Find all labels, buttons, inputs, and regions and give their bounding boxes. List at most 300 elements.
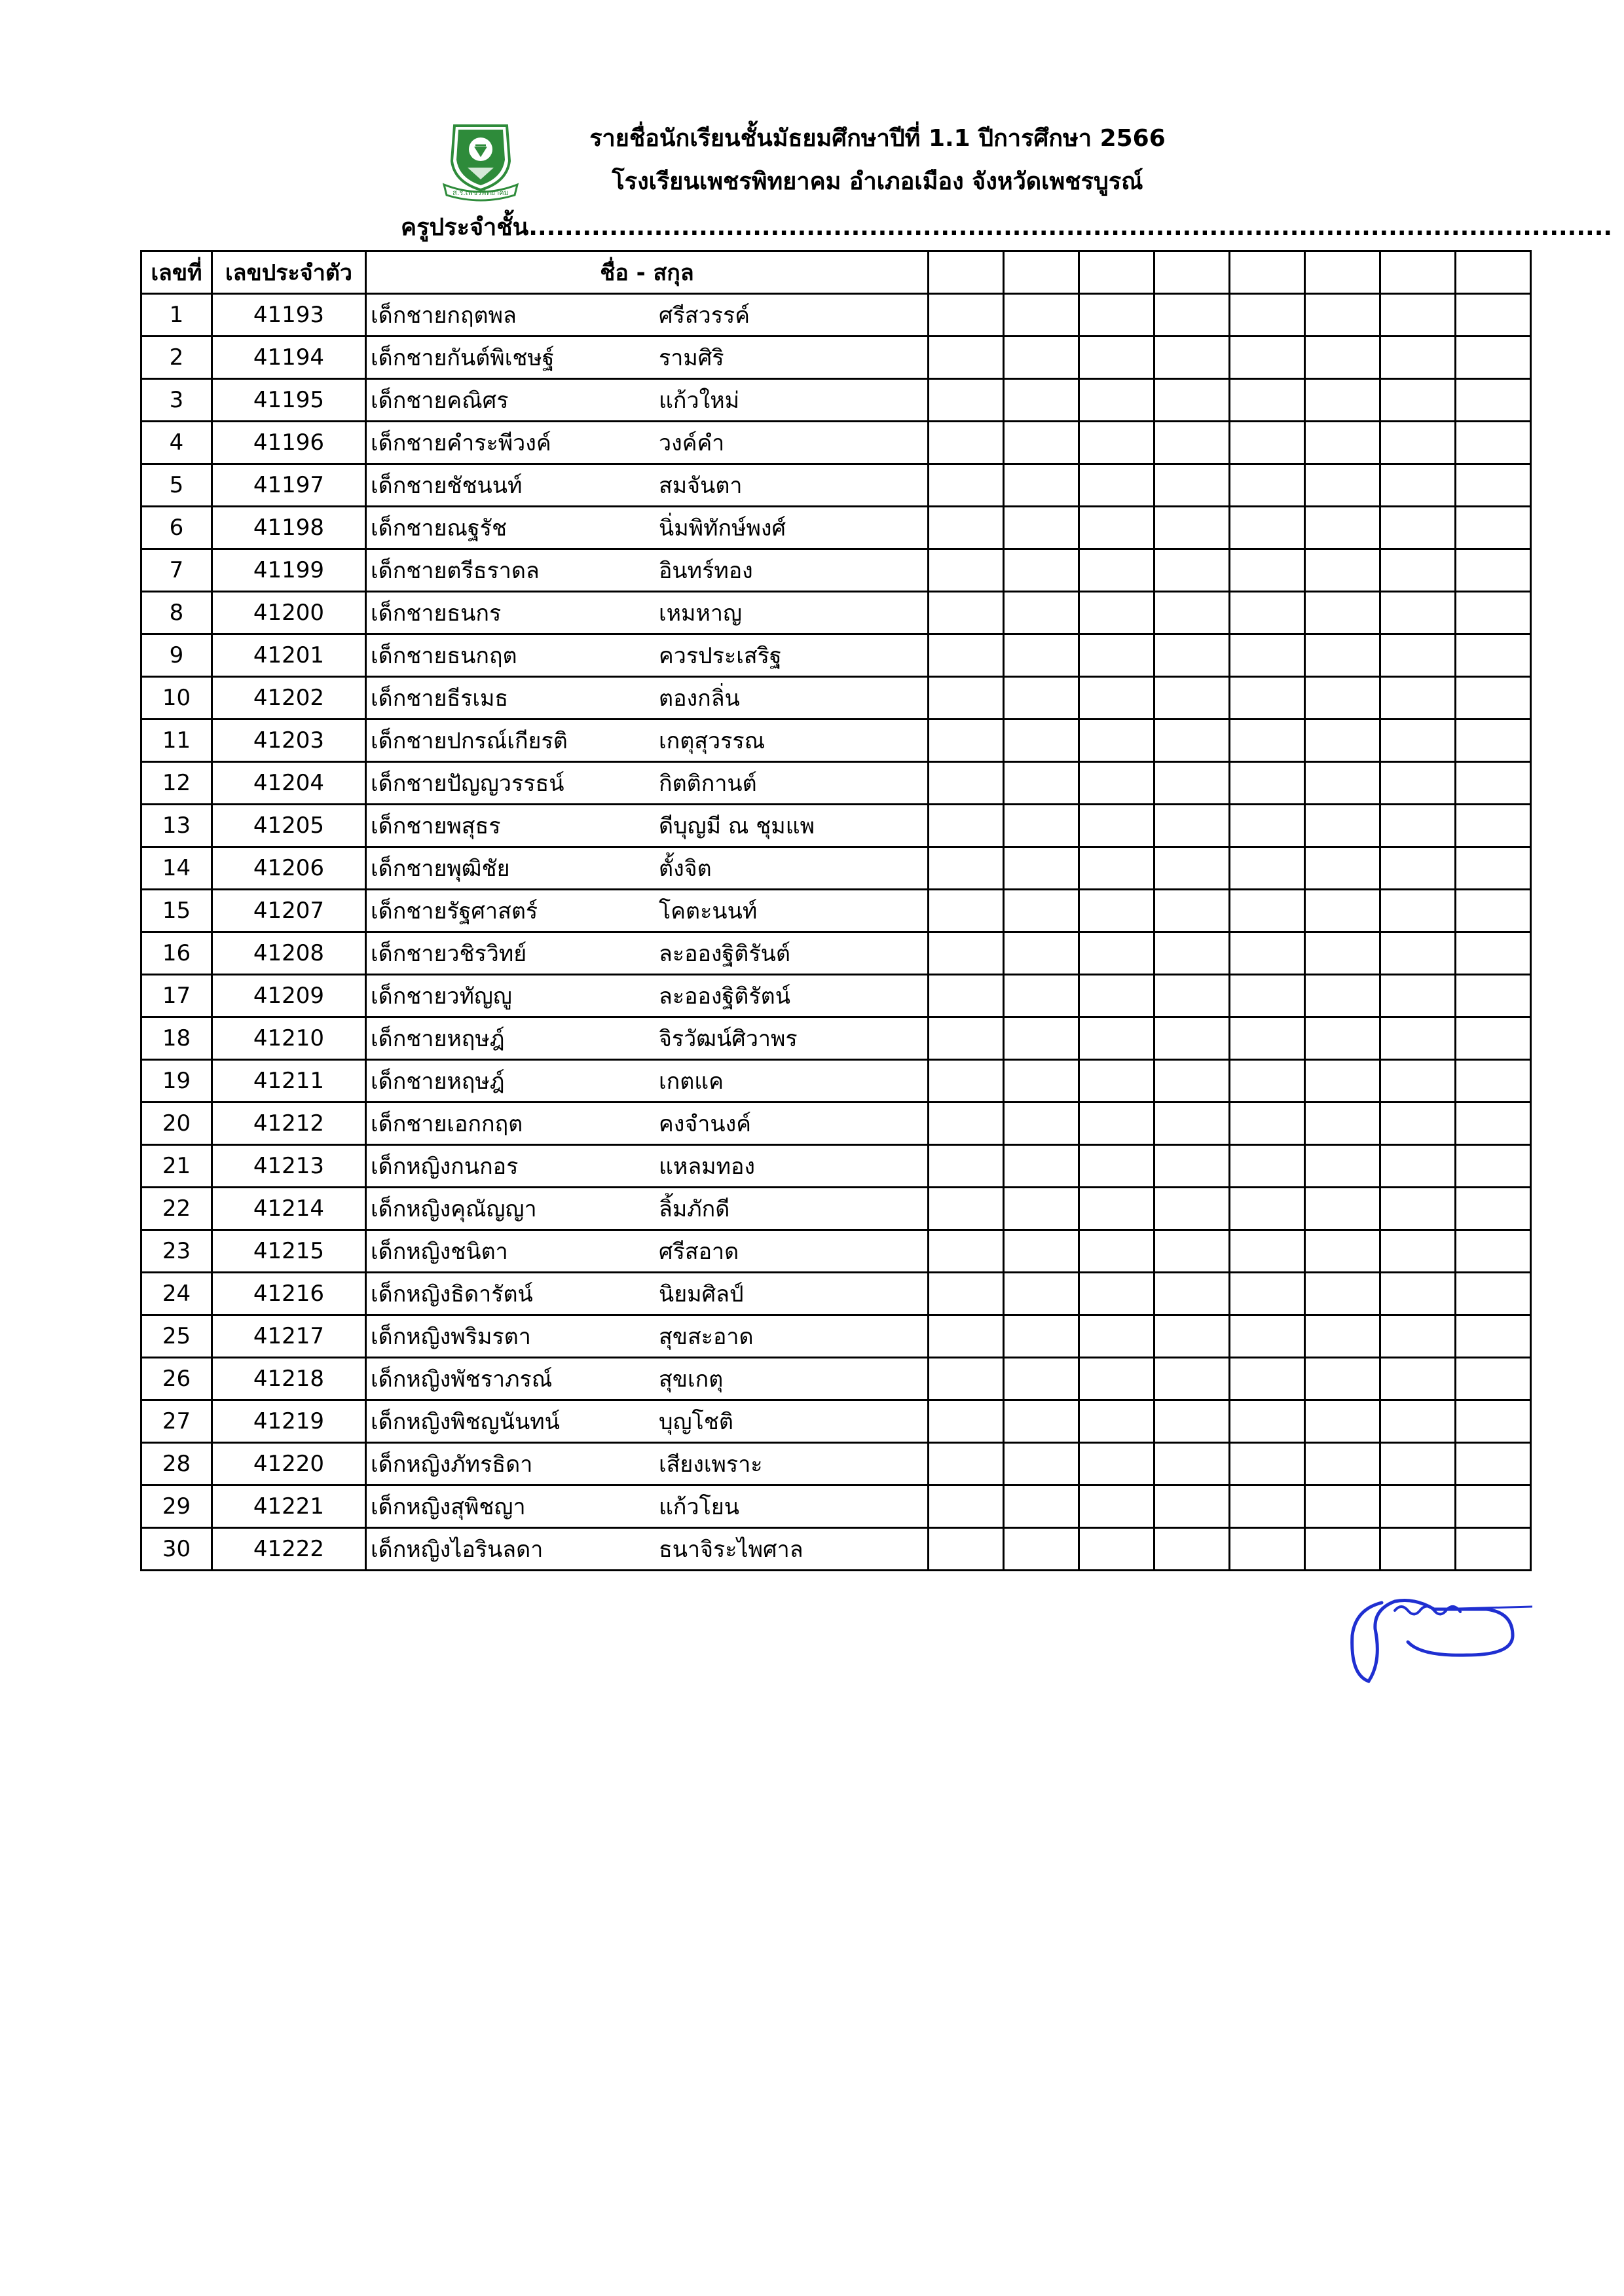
blank-cell (929, 1102, 1004, 1145)
student-last-name: เกตุสุวรรณ (659, 728, 766, 754)
blank-cell (929, 592, 1004, 634)
blank-cell (1004, 294, 1079, 337)
svg-text:ส.ร.เพชรพิทยาคม: ส.ร.เพชรพิทยาคม (452, 189, 509, 197)
blank-cell (1305, 932, 1380, 975)
student-first-name: เด็กหญิงสุพิชญา (371, 1494, 526, 1520)
blank-cell (1079, 1528, 1154, 1571)
blank-cell (1079, 1358, 1154, 1400)
blank-cell (1456, 932, 1531, 975)
blank-cell (1004, 890, 1079, 932)
blank-cell (1154, 932, 1230, 975)
blank-cell (1154, 1230, 1230, 1273)
student-last-name: ลิ้มภักดี (659, 1196, 730, 1222)
blank-cell (1456, 507, 1531, 549)
blank-cell (1380, 1145, 1456, 1188)
table-row (141, 422, 1531, 464)
student-last-name: ตองกลิ่น (659, 685, 740, 712)
blank-cell (1380, 1017, 1456, 1060)
table-row (141, 932, 1531, 975)
blank-cell (929, 762, 1004, 805)
student-id: 41213 (212, 1145, 366, 1188)
blank-cell (1380, 592, 1456, 634)
blank-cell (1380, 1060, 1456, 1102)
table-row (141, 379, 1531, 422)
table-row (141, 1358, 1531, 1400)
student-name (366, 1485, 929, 1528)
blank-column-header (929, 251, 1004, 294)
student-id: 41214 (212, 1188, 366, 1230)
student-name (366, 762, 929, 805)
blank-cell (1230, 337, 1305, 379)
student-id: 41216 (212, 1273, 366, 1315)
blank-cell (1230, 507, 1305, 549)
blank-cell (1230, 1315, 1305, 1358)
blank-cell (929, 549, 1004, 592)
student-name (366, 337, 929, 379)
table-row (141, 464, 1531, 507)
table-row (141, 677, 1531, 720)
student-number: 12 (141, 762, 212, 805)
blank-cell (1456, 1358, 1531, 1400)
student-last-name: ดีบุญมี ณ ชุมแพ (659, 813, 815, 839)
student-number: 1 (141, 294, 212, 337)
blank-cell (1154, 634, 1230, 677)
blank-cell (1230, 1230, 1305, 1273)
student-number: 11 (141, 720, 212, 762)
student-number: 9 (141, 634, 212, 677)
blank-cell (1154, 549, 1230, 592)
blank-cell (1230, 890, 1305, 932)
student-id: 41209 (212, 975, 366, 1017)
blank-cell (1380, 932, 1456, 975)
blank-cell (1380, 1528, 1456, 1571)
student-name (366, 464, 929, 507)
student-id: 41221 (212, 1485, 366, 1528)
blank-cell (1079, 932, 1154, 975)
student-first-name: เด็กชายตรีธราดล (371, 558, 540, 584)
blank-cell (1380, 379, 1456, 422)
student-last-name: กิตติกานต์ (659, 771, 757, 797)
blank-cell (1305, 422, 1380, 464)
blank-cell (1305, 507, 1380, 549)
blank-cell (1154, 805, 1230, 847)
student-last-name: ศรีสอาด (659, 1239, 739, 1265)
table-row (141, 1145, 1531, 1188)
student-number: 28 (141, 1443, 212, 1485)
student-id: 41198 (212, 507, 366, 549)
student-name (366, 677, 929, 720)
student-number: 22 (141, 1188, 212, 1230)
blank-cell (929, 337, 1004, 379)
blank-cell (1380, 1400, 1456, 1443)
blank-cell (1305, 1485, 1380, 1528)
blank-cell (1004, 422, 1079, 464)
student-name (366, 1400, 929, 1443)
blank-cell (929, 1443, 1004, 1485)
student-first-name: เด็กชายณฐรัช (371, 515, 507, 541)
blank-cell (1154, 337, 1230, 379)
student-id: 41193 (212, 294, 366, 337)
blank-cell (1456, 890, 1531, 932)
blank-cell (1154, 762, 1230, 805)
student-first-name: เด็กหญิงพัชราภรณ์ (371, 1366, 553, 1393)
blank-cell (1230, 1145, 1305, 1188)
table-row (141, 1188, 1531, 1230)
table-row (141, 1485, 1531, 1528)
blank-cell (1380, 677, 1456, 720)
blank-cell (1079, 1230, 1154, 1273)
blank-cell (1380, 1358, 1456, 1400)
blank-cell (929, 1485, 1004, 1528)
blank-cell (1456, 422, 1531, 464)
student-name (366, 634, 929, 677)
student-last-name: นิ่มพิทักษ์พงศ์ (659, 515, 786, 541)
student-first-name: เด็กชายพุฒิชัย (371, 856, 510, 882)
blank-cell (1004, 1358, 1079, 1400)
blank-cell (1079, 379, 1154, 422)
blank-cell (1456, 634, 1531, 677)
student-number: 26 (141, 1358, 212, 1400)
table-row (141, 634, 1531, 677)
blank-cell (1230, 379, 1305, 422)
student-last-name: แก้วโยน (659, 1494, 740, 1520)
student-last-name: เกตแค (659, 1068, 724, 1095)
blank-cell (1456, 337, 1531, 379)
blank-cell (1305, 762, 1380, 805)
blank-cell (929, 677, 1004, 720)
student-roster-table (140, 250, 1532, 1571)
student-id: 41210 (212, 1017, 366, 1060)
blank-cell (929, 932, 1004, 975)
student-name (366, 294, 929, 337)
blank-cell (1305, 1443, 1380, 1485)
blank-cell (1004, 464, 1079, 507)
blank-cell (1380, 294, 1456, 337)
student-last-name: ละอองฐิติรัตน์ (659, 983, 790, 1010)
student-number: 13 (141, 805, 212, 847)
blank-cell (1230, 677, 1305, 720)
blank-cell (929, 1188, 1004, 1230)
blank-cell (1305, 720, 1380, 762)
student-first-name: เด็กชายวทัญญู (371, 983, 512, 1010)
blank-column-header (1305, 251, 1380, 294)
blank-cell (1456, 847, 1531, 890)
blank-cell (1456, 1400, 1531, 1443)
blank-cell (1380, 720, 1456, 762)
student-number: 2 (141, 337, 212, 379)
blank-cell (1456, 464, 1531, 507)
student-number: 4 (141, 422, 212, 464)
student-number: 5 (141, 464, 212, 507)
blank-cell (1305, 890, 1380, 932)
student-number: 23 (141, 1230, 212, 1273)
blank-cell (1004, 592, 1079, 634)
student-id: 41203 (212, 720, 366, 762)
blank-cell (1004, 1060, 1079, 1102)
student-name (366, 805, 929, 847)
blank-cell (1230, 1358, 1305, 1400)
student-first-name: เด็กหญิงพิชญนันทน์ (371, 1409, 560, 1435)
blank-cell (1305, 1358, 1380, 1400)
student-first-name: เด็กชายปกรณ์เกียรติ (371, 728, 568, 754)
blank-cell (1079, 592, 1154, 634)
student-first-name: เด็กหญิงภัทรธิดา (371, 1451, 533, 1478)
blank-cell (929, 634, 1004, 677)
student-name (366, 1358, 929, 1400)
table-row (141, 720, 1531, 762)
table-row (141, 1400, 1531, 1443)
column-header-name: ชื่อ - สกุล (366, 251, 929, 294)
student-name (366, 1145, 929, 1188)
table-row (141, 1102, 1531, 1145)
student-id: 41222 (212, 1528, 366, 1571)
blank-cell (1456, 1485, 1531, 1528)
student-first-name: เด็กชายเอกกฤต (371, 1111, 523, 1137)
table-row (141, 975, 1531, 1017)
student-name (366, 890, 929, 932)
blank-cell (1230, 1017, 1305, 1060)
blank-cell (1380, 549, 1456, 592)
blank-cell (929, 294, 1004, 337)
blank-cell (1456, 1315, 1531, 1358)
student-last-name: บุญโชติ (659, 1409, 733, 1435)
table-row (141, 847, 1531, 890)
student-first-name: เด็กหญิงชนิตา (371, 1239, 508, 1265)
student-name (366, 720, 929, 762)
table-row (141, 805, 1531, 847)
student-name (366, 422, 929, 464)
blank-cell (929, 507, 1004, 549)
table-row (141, 890, 1531, 932)
student-first-name: เด็กหญิงคุณัญญา (371, 1196, 537, 1222)
blank-cell (1230, 549, 1305, 592)
blank-cell (1380, 634, 1456, 677)
blank-cell (1154, 1528, 1230, 1571)
student-last-name: วงค์คำ (659, 430, 725, 456)
blank-cell (929, 379, 1004, 422)
blank-cell (1079, 847, 1154, 890)
blank-cell (1305, 1060, 1380, 1102)
blank-cell (1004, 1485, 1079, 1528)
blank-cell (1380, 1102, 1456, 1145)
student-last-name: จิรวัฒน์ศิวาพร (659, 1026, 798, 1052)
blank-cell (1305, 592, 1380, 634)
blank-cell (1004, 677, 1079, 720)
blank-cell (1230, 1443, 1305, 1485)
blank-cell (1079, 762, 1154, 805)
student-name (366, 549, 929, 592)
table-row (141, 1443, 1531, 1485)
blank-cell (1154, 1102, 1230, 1145)
blank-column-header (1079, 251, 1154, 294)
student-id: 41199 (212, 549, 366, 592)
blank-cell (1230, 847, 1305, 890)
blank-cell (1305, 549, 1380, 592)
table-row (141, 762, 1531, 805)
blank-cell (929, 1400, 1004, 1443)
student-number: 19 (141, 1060, 212, 1102)
blank-cell (929, 1358, 1004, 1400)
student-id: 41195 (212, 379, 366, 422)
blank-cell (1456, 1273, 1531, 1315)
blank-cell (929, 422, 1004, 464)
blank-cell (1456, 1017, 1531, 1060)
student-last-name: นิยมศิลป์ (659, 1281, 744, 1307)
student-id: 41204 (212, 762, 366, 805)
student-id: 41208 (212, 932, 366, 975)
blank-cell (1079, 1273, 1154, 1315)
blank-cell (1230, 1060, 1305, 1102)
blank-cell (1230, 762, 1305, 805)
student-id: 41215 (212, 1230, 366, 1273)
blank-cell (1230, 1485, 1305, 1528)
student-id: 41220 (212, 1443, 366, 1485)
blank-cell (1079, 805, 1154, 847)
blank-cell (1230, 422, 1305, 464)
blank-cell (1154, 890, 1230, 932)
student-number: 27 (141, 1400, 212, 1443)
student-last-name: ศรีสวรรค์ (659, 302, 750, 329)
blank-cell (1230, 634, 1305, 677)
student-last-name: ควรประเสริฐ (659, 643, 782, 669)
blank-cell (1079, 975, 1154, 1017)
student-id: 41205 (212, 805, 366, 847)
blank-cell (1305, 379, 1380, 422)
blank-cell (1154, 1273, 1230, 1315)
blank-cell (1305, 294, 1380, 337)
blank-cell (1004, 847, 1079, 890)
student-last-name: ธนาจิระไพศาล (659, 1537, 803, 1563)
student-id: 41212 (212, 1102, 366, 1145)
blank-cell (1154, 1017, 1230, 1060)
blank-cell (1079, 549, 1154, 592)
student-first-name: เด็กชายปัญญวรรธน์ (371, 771, 564, 797)
blank-cell (1154, 422, 1230, 464)
student-first-name: เด็กชายธนกฤต (371, 643, 517, 669)
student-last-name: สมจันตา (659, 473, 743, 499)
student-number: 7 (141, 549, 212, 592)
blank-cell (929, 1060, 1004, 1102)
student-number: 3 (141, 379, 212, 422)
blank-cell (1305, 1145, 1380, 1188)
blank-cell (1456, 1443, 1531, 1485)
student-name (366, 1060, 929, 1102)
student-first-name: เด็กชายธนกร (371, 600, 502, 627)
blank-cell (929, 1315, 1004, 1358)
student-number: 20 (141, 1102, 212, 1145)
table-row (141, 337, 1531, 379)
blank-cell (1305, 805, 1380, 847)
blank-cell (1004, 1102, 1079, 1145)
blank-cell (1305, 847, 1380, 890)
student-name (366, 379, 929, 422)
blank-cell (929, 890, 1004, 932)
blank-cell (1154, 1060, 1230, 1102)
student-number: 14 (141, 847, 212, 890)
student-name (366, 592, 929, 634)
blank-cell (1079, 890, 1154, 932)
blank-cell (1456, 379, 1531, 422)
blank-cell (1456, 294, 1531, 337)
blank-cell (1004, 805, 1079, 847)
blank-cell (1380, 847, 1456, 890)
blank-cell (1456, 975, 1531, 1017)
blank-cell (1154, 464, 1230, 507)
student-number: 30 (141, 1528, 212, 1571)
student-first-name: เด็กหญิงไอรินลดา (371, 1537, 544, 1563)
student-first-name: เด็กหญิงพริมรตา (371, 1324, 531, 1350)
blank-cell (1456, 1145, 1531, 1188)
blank-cell (1380, 762, 1456, 805)
blank-cell (1380, 890, 1456, 932)
student-first-name: เด็กชายพสุธร (371, 813, 501, 839)
student-name (366, 1528, 929, 1571)
blank-cell (929, 847, 1004, 890)
blank-cell (1456, 805, 1531, 847)
blank-cell (1230, 294, 1305, 337)
blank-cell (1004, 1188, 1079, 1230)
blank-cell (929, 1273, 1004, 1315)
student-id: 41200 (212, 592, 366, 634)
blank-cell (1230, 1188, 1305, 1230)
blank-cell (1004, 1528, 1079, 1571)
student-first-name: เด็กชายคณิศร (371, 388, 509, 414)
student-id: 41219 (212, 1400, 366, 1443)
blank-cell (1004, 1145, 1079, 1188)
blank-cell (1079, 1315, 1154, 1358)
table-row (141, 592, 1531, 634)
blank-cell (1154, 592, 1230, 634)
blank-cell (929, 1017, 1004, 1060)
blank-cell (1079, 677, 1154, 720)
table-header-row (141, 251, 1531, 294)
student-number: 8 (141, 592, 212, 634)
table-row (141, 1230, 1531, 1273)
student-number: 6 (141, 507, 212, 549)
blank-cell (1230, 805, 1305, 847)
column-header-number: เลขที่ (141, 251, 212, 294)
student-id: 41211 (212, 1060, 366, 1102)
blank-cell (1305, 1017, 1380, 1060)
table-row (141, 549, 1531, 592)
blank-cell (1230, 1400, 1305, 1443)
blank-column-header (1154, 251, 1230, 294)
blank-cell (1079, 1060, 1154, 1102)
blank-cell (1456, 1102, 1531, 1145)
blank-cell (1154, 975, 1230, 1017)
blank-cell (1456, 1060, 1531, 1102)
student-first-name: เด็กหญิงกนกอร (371, 1154, 519, 1180)
blank-cell (1380, 507, 1456, 549)
blank-cell (1004, 379, 1079, 422)
blank-cell (1305, 1528, 1380, 1571)
student-first-name: เด็กหญิงธิดารัตน์ (371, 1281, 533, 1307)
blank-cell (1305, 1188, 1380, 1230)
student-name (366, 1443, 929, 1485)
blank-cell (1154, 1358, 1230, 1400)
blank-cell (1380, 1443, 1456, 1485)
blank-cell (1230, 592, 1305, 634)
student-first-name: เด็กชายหฤษฎ์ (371, 1068, 505, 1095)
blank-cell (1380, 1230, 1456, 1273)
blank-cell (1154, 1145, 1230, 1188)
student-number: 24 (141, 1273, 212, 1315)
blank-cell (1456, 762, 1531, 805)
student-name (366, 847, 929, 890)
blank-cell (1004, 634, 1079, 677)
student-first-name: เด็กชายธีรเมธ (371, 685, 509, 712)
blank-cell (929, 720, 1004, 762)
